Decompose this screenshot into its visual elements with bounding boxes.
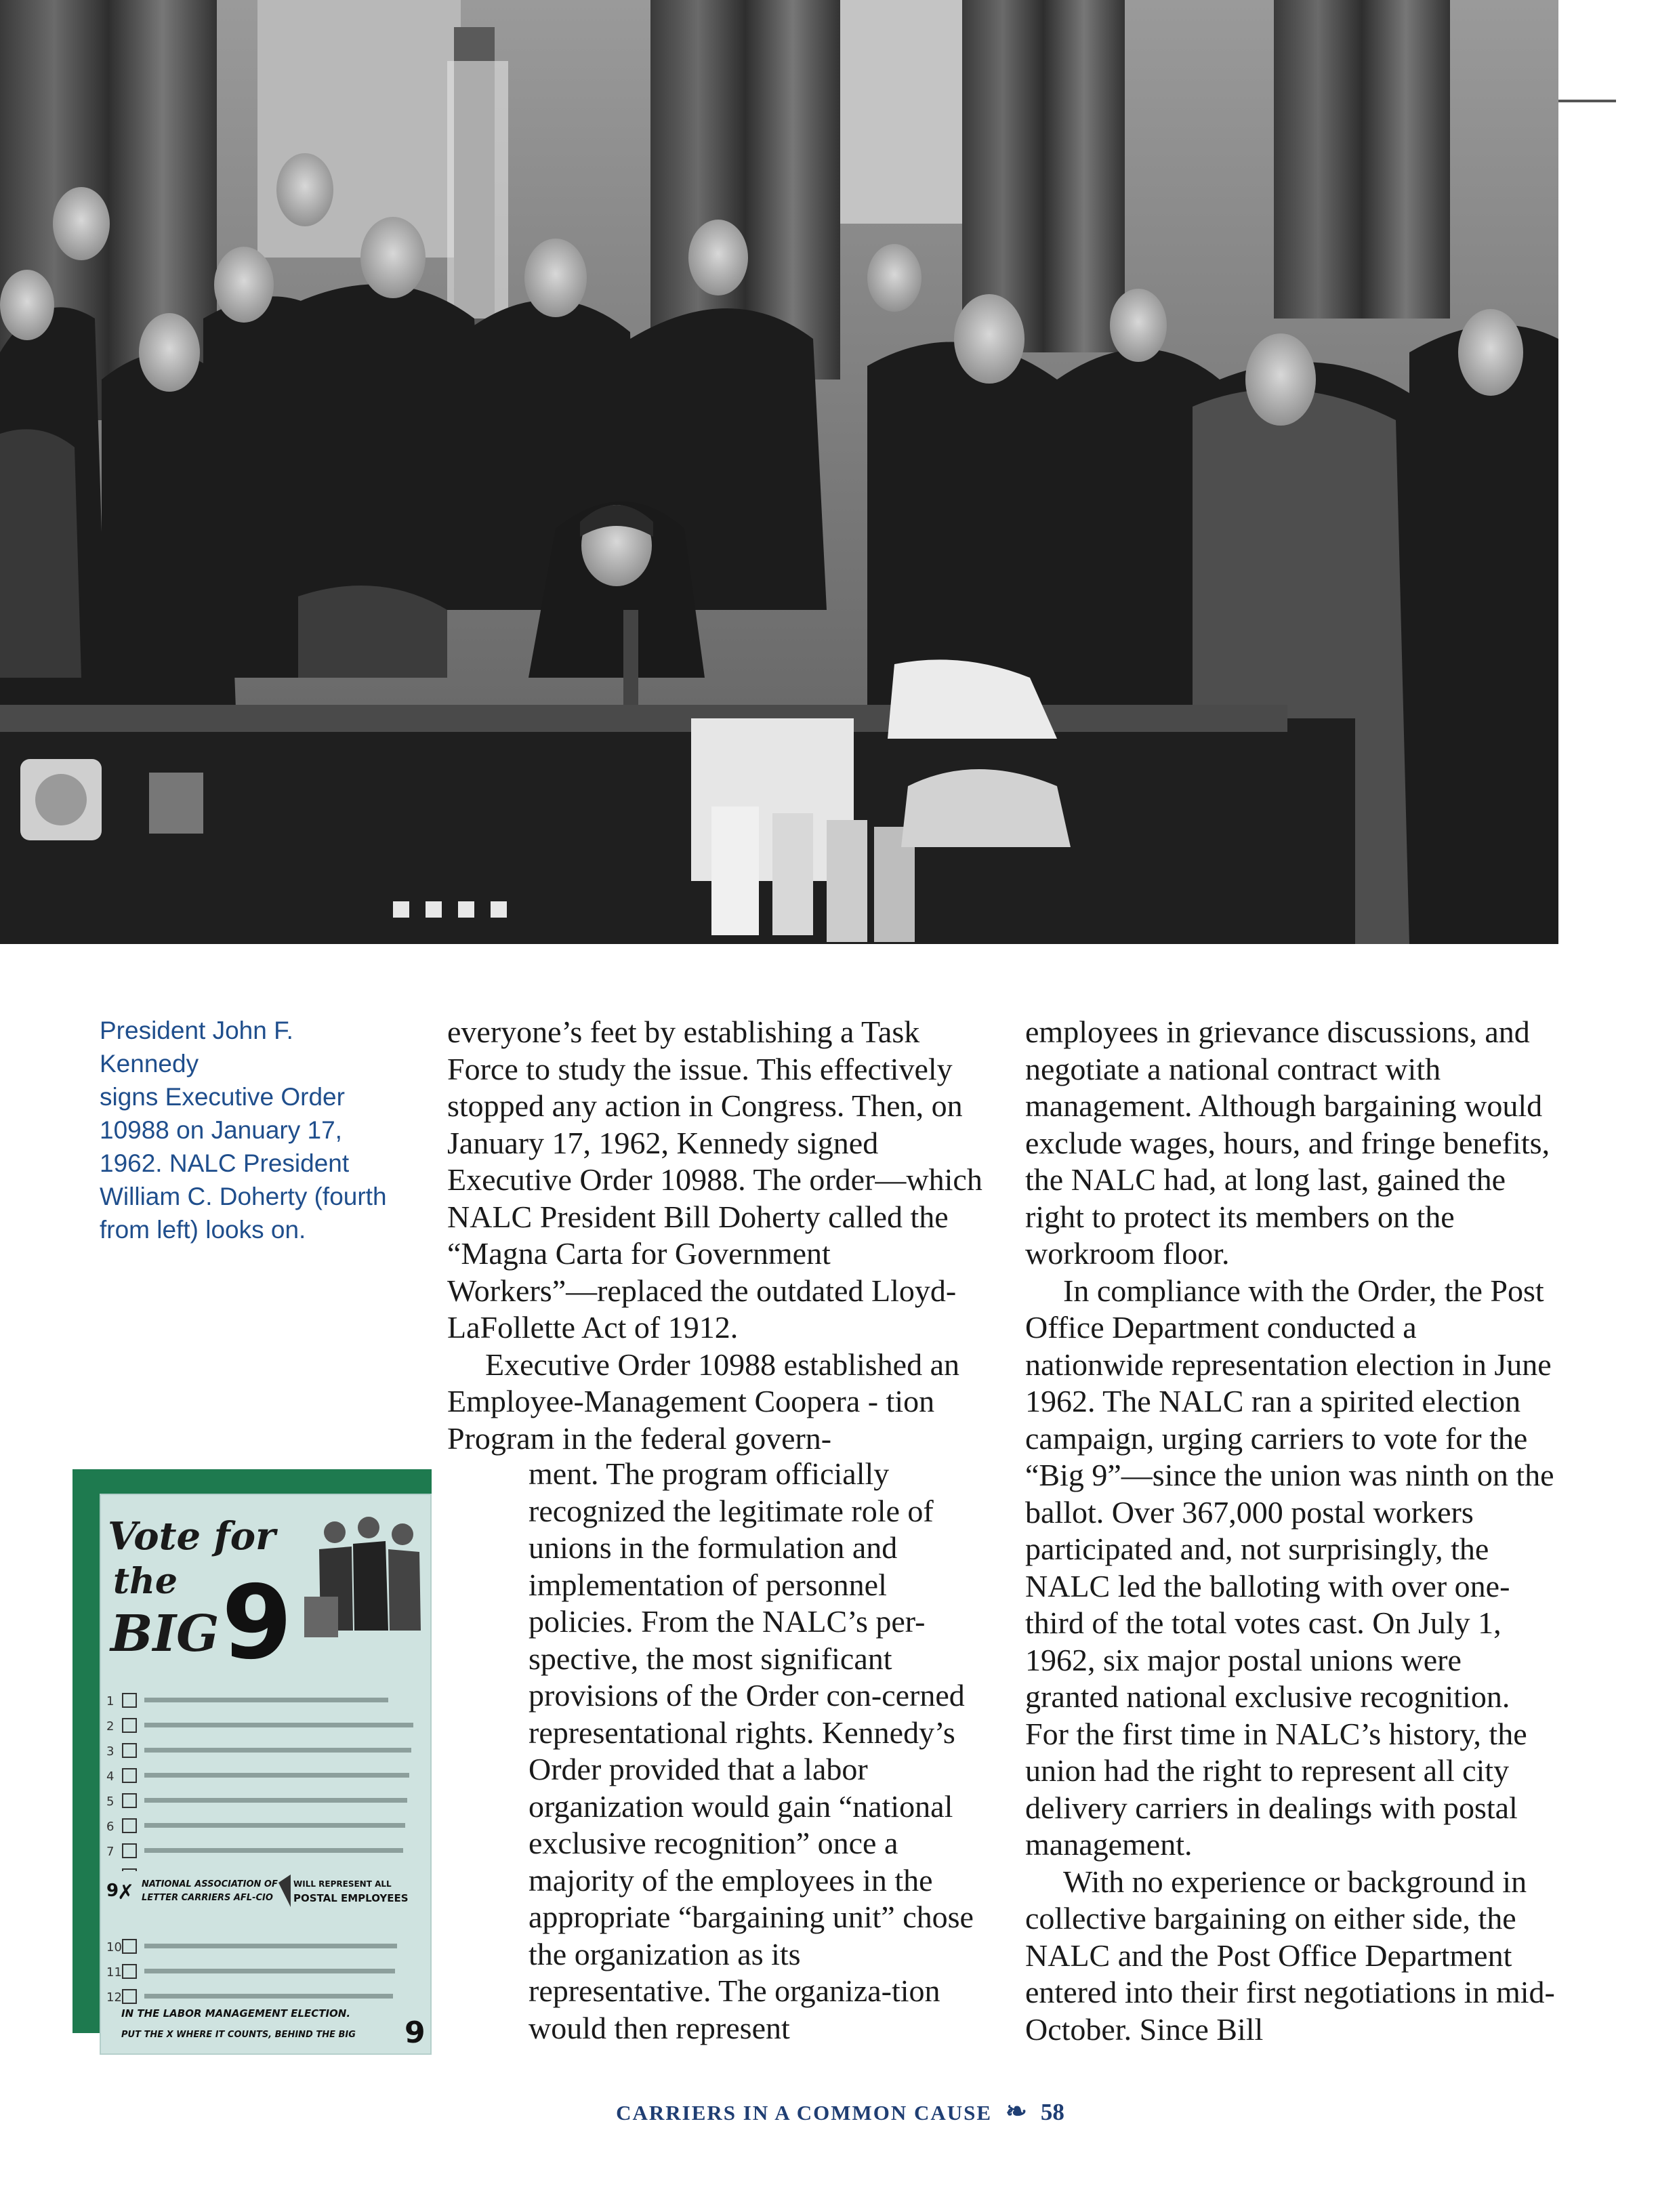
ballot-checkbox bbox=[123, 1719, 136, 1732]
ballot-row-number: 5 bbox=[106, 1795, 115, 1809]
poster-headline-3: BIG bbox=[110, 1605, 220, 1663]
vote-for-big-9-poster bbox=[100, 1494, 432, 2055]
poster-artwork bbox=[101, 1495, 432, 2055]
ballot-row-number: 11 bbox=[106, 1965, 122, 1980]
article-paragraph: Executive Order 10988 established an Employee-Management Coopera - tion Program in the federal govern- bbox=[447, 1347, 959, 1456]
ballot-checkbox bbox=[123, 1990, 136, 2003]
page-number: 58 bbox=[1040, 2099, 1064, 2125]
article-column-right bbox=[1025, 1014, 1560, 2048]
poster-nine-label-right-1: WILL REPRESENT ALL bbox=[293, 1879, 392, 1889]
ballot-checkbox bbox=[123, 1769, 136, 1782]
article-column-middle-top bbox=[447, 1014, 982, 1457]
ballot-row-text-line bbox=[144, 1848, 403, 1853]
ballot-row-text-line bbox=[144, 1994, 393, 1999]
ballot-row-number: 2 bbox=[106, 1719, 115, 1734]
ballot-row-number: 3 bbox=[106, 1744, 115, 1759]
poster-footer-2: PUT THE X WHERE IT COUNTS, BEHIND THE BIG bbox=[121, 2030, 356, 2040]
ballot-row-9-number: 9 bbox=[106, 1881, 119, 1901]
poster-big-number: 9 bbox=[222, 1564, 293, 1682]
ballot-checkbox bbox=[123, 1819, 136, 1832]
page-footer bbox=[589, 2096, 1091, 2127]
ballot-row-number: 7 bbox=[106, 1845, 115, 1859]
ballot-row-text-line bbox=[144, 1773, 409, 1778]
poster-footer-9: 9 bbox=[405, 2015, 426, 2050]
article-paragraph: ment. The program officially recognized the legitimate role of unions in the formulation and implementation of personnel policies. From the NALC’s per-spective, the most significant provisions of the Order con-cerned representational rights. Kennedy’s Order provided that a labor organization would gain “national exclusive recognition” once a majority of the employees in the appropriate “bargaining unit” chose the organization as its representative. The organiza-tion would then represent bbox=[529, 1456, 974, 2045]
article-paragraph: everyone’s feet by establishing a Task Force to study the issue. This effectively stopped any action in Congress. Then, on January 17, 1962, Kennedy signed Executive Order 10988. The order—which NALC President Bill Doherty called the “Magna Carta for Government Workers”—replaced the outdated Lloyd-LaFollette Act of 1912. bbox=[447, 1015, 982, 1345]
ballot-checkbox bbox=[123, 1794, 136, 1807]
historic-photo bbox=[0, 0, 1558, 944]
footer-title: CARRIERS IN A COMMON CAUSE bbox=[616, 2101, 993, 2125]
ballot-row-number: 1 bbox=[106, 1694, 115, 1708]
fleuron-icon: ❧ bbox=[1006, 2097, 1027, 2126]
poster-nine-label-left-1: NATIONAL ASSOCIATION OF bbox=[142, 1879, 278, 1889]
article-paragraph: With no experience or background in collective bargaining on either side, the NALC and the Post Office Department entered into their first negotiations in mid-October. Since Bill bbox=[1025, 1864, 1555, 2047]
article-paragraph: employees in grievance discussions, and negotiate a national contract with management. Although bargaining would exclude wages, hours, and fringe benefits, the NALC had, at long last, gained the right to protect its members on the workroom floor. bbox=[1025, 1015, 1550, 1271]
ballot-row-text-line bbox=[144, 1798, 407, 1803]
ballot-row-text-line bbox=[144, 1969, 395, 1973]
letter-carriers-illustration-icon bbox=[304, 1515, 421, 1651]
ballot-row-number: 10 bbox=[106, 1940, 122, 1954]
poster-nine-label-right-2: POSTAL EMPLOYEES bbox=[293, 1892, 409, 1904]
ballot-checkbox bbox=[123, 1694, 136, 1707]
photo-caption: President John F. Kennedy signs Executive Order 10988 on January 17, 1962. NALC President William C. Doherty (fourth from left) looks on. bbox=[100, 1017, 387, 1244]
ballot-row-number: 12 bbox=[106, 1990, 122, 2005]
ballot-row-text-line bbox=[144, 1944, 397, 1948]
ballot-list bbox=[106, 1694, 413, 2005]
ballot-checkbox bbox=[123, 1940, 136, 1953]
ballot-checkbox bbox=[123, 1744, 136, 1757]
ballot-row-number: 6 bbox=[106, 1820, 115, 1834]
ballot-checkbox bbox=[123, 1965, 136, 1978]
photo-kennedy-signing-icon bbox=[0, 0, 1558, 944]
ballot-row-number: 4 bbox=[106, 1769, 115, 1784]
poster-nine-label-left-2: LETTER CARRIERS AFL-CIO bbox=[142, 1893, 273, 1903]
poster-headline-1: Vote for bbox=[108, 1514, 276, 1559]
ballot-row-text-line bbox=[144, 1823, 405, 1828]
poster-headline-2: the bbox=[113, 1561, 178, 1602]
header-rule bbox=[1558, 100, 1616, 102]
ballot-row-text-line bbox=[144, 1698, 388, 1702]
article-paragraph: In compliance with the Order, the Post Office Department conducted a nationwide representation election in June 1962. The NALC ran a spirited election campaign, urging carriers to vote for the “Big 9”—since the union was ninth on the ballot. Over 367,000 postal workers participated and, not surprisingly, the NALC led the balloting with over one-third of the total votes cast. On July 1, 1962, six major postal unions were granted national exclusive recognition. For the first time in NALC’s history, the union had the right to represent all city delivery carriers in dealings with postal management. bbox=[1025, 1273, 1554, 1862]
ballot-checkbox bbox=[123, 1844, 136, 1858]
article-column-middle-bottom bbox=[529, 1456, 989, 2047]
poster-footer-1: IN THE LABOR MANAGEMENT ELECTION. bbox=[121, 2007, 351, 2020]
campaign-poster-inset bbox=[73, 1469, 432, 2055]
ballot-x-mark-icon: ✗ bbox=[117, 1881, 135, 1904]
ballot-row-text-line bbox=[144, 1748, 411, 1753]
ballot-row-text-line bbox=[144, 1723, 413, 1727]
